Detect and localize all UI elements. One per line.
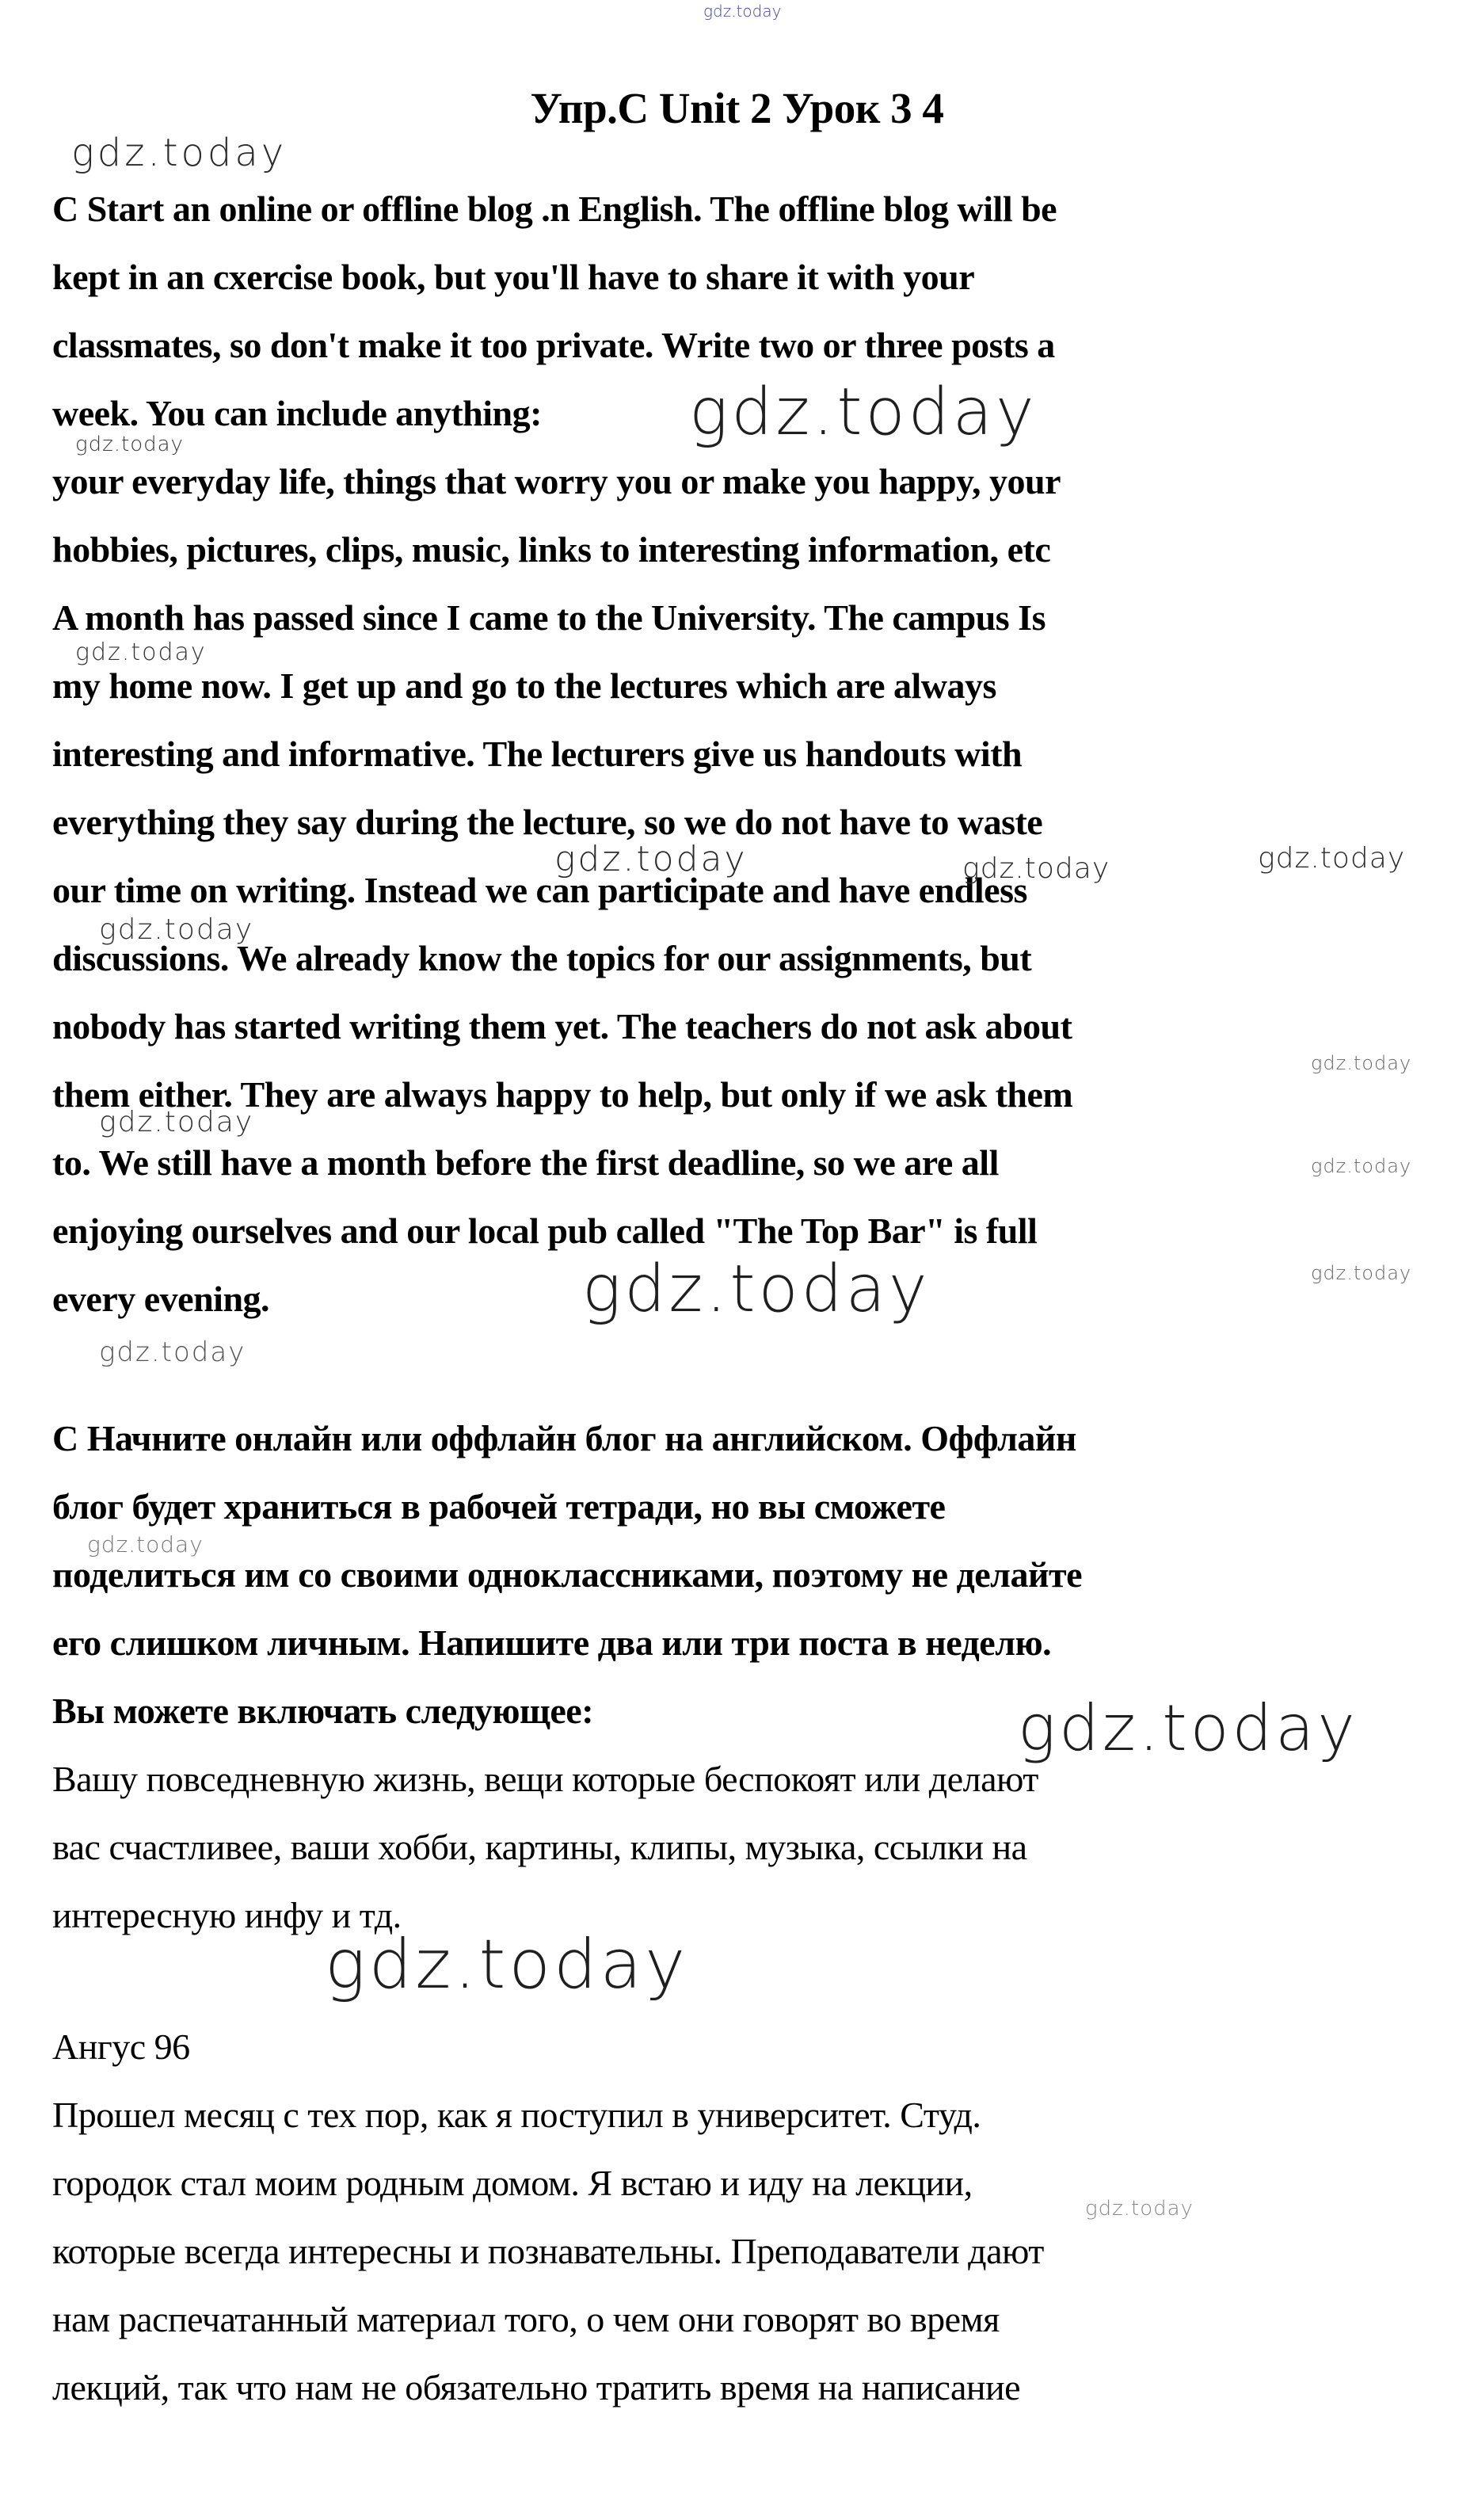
gdz-today-watermark: gdz.today <box>1085 2197 1194 2221</box>
text-line: everything they say during the lecture, so we do not have to waste <box>52 802 1043 842</box>
text-line: our time on writing. Instead we can participate and have endless <box>52 870 1027 910</box>
text-line: A month has passed since I came to the University. The campus Is <box>52 597 1046 638</box>
text-line: вас счастливее, ваши хобби, картины, клипы, музыка, ссылки на <box>52 1827 1027 1867</box>
text-line: городок стал моим родным домом. Я встаю и иду на лекции, <box>52 2163 973 2203</box>
gdz-today-watermark: gdz.today <box>99 1106 254 1138</box>
gdz-today-watermark: gdz.today <box>962 852 1110 885</box>
text-line: Вы можете включать следующее: <box>52 1691 594 1731</box>
text-line: enjoying ourselves and our local pub called "The Top Bar" is full <box>52 1210 1038 1251</box>
text-line: С Начните онлайн или оффлайн блог на английском. Оффлайн <box>52 1418 1076 1458</box>
text-line: блог будет храниться в рабочей тетради, но вы сможете <box>52 1486 946 1527</box>
gdz-today-watermark: gdz.today <box>689 375 1038 450</box>
gdz-today-watermark: gdz.today <box>1018 1691 1358 1765</box>
gdz-today-watermark: gdz.today <box>87 1531 204 1557</box>
gdz-today-watermark: gdz.today <box>1258 842 1406 875</box>
text-line: my home now. I get up and go to the lectures which are always <box>52 665 996 706</box>
page-title: Упр.C Unit 2 Урок 3 4 <box>530 84 944 132</box>
text-line: которые всегда интересны и познавательны. Преподаватели дают <box>52 2231 1044 2271</box>
text-line: nobody has started writing them yet. The teachers do not ask about <box>52 1006 1072 1047</box>
text-line: them either. They are always happy to help, but only if we ask them <box>52 1074 1073 1115</box>
text-line: kept in an cxercise book, but you'll have to share it with your <box>52 257 975 297</box>
gdz-today-watermark: gdz.today <box>75 433 184 456</box>
text-line: week. You can include anything: <box>52 393 542 433</box>
text-line: интересную инфу и тд. <box>52 1895 402 1935</box>
text-line: hobbies, pictures, clips, music, links to interesting information, etc <box>52 529 1051 570</box>
gdz-today-watermark: gdz.today <box>582 1252 931 1327</box>
gdz-today-watermark: gdz.today <box>1311 1155 1412 1177</box>
gdz-today-watermark: gdz.today <box>1311 1052 1412 1074</box>
text-line: Вашу повседневную жизнь, вещи которые беспокоят или делают <box>52 1759 1038 1799</box>
gdz-today-watermark: gdz.today <box>1311 1262 1412 1284</box>
text-line: your everyday life, things that worry you or make you happy, your <box>52 461 1061 501</box>
gdz-today-watermark: gdz.today <box>75 639 207 666</box>
gdz-today-watermark: gdz.today <box>99 1336 246 1368</box>
text-line: поделиться им со своими одноклассниками, поэтому не делайте <box>52 1554 1083 1595</box>
text-line: classmates, so don't make it too private. Write two or three posts a <box>52 325 1055 365</box>
gdz-today-watermark: gdz.today <box>99 913 254 946</box>
text-line: его слишком личным. Напишите два или три поста в неделю. <box>52 1622 1052 1663</box>
text-line: Ангус 96 <box>52 2026 190 2067</box>
text-line: C Start an online or offline blog .n English. The offline blog will be <box>52 189 1057 229</box>
gdz-today-watermark: gdz.today <box>554 839 748 879</box>
text-line: Прошел месяц с тех пор, как я поступил в университет. Студ. <box>52 2095 981 2135</box>
text-line: лекций, так что нам не обязательно тратить время на написание <box>52 2367 1021 2408</box>
text-line: discussions. We already know the topics for our assignments, but <box>52 938 1032 978</box>
text-line: to. We still have a month before the first deadline, so we are all <box>52 1142 999 1183</box>
text-line: interesting and informative. The lecturers give us handouts with <box>52 734 1023 774</box>
gdz-today-watermark: gdz.today <box>703 2 782 21</box>
text-line: нам распечатанный материал того, о чем они говорят во время <box>52 2299 1000 2339</box>
text-line: every evening. <box>52 1279 270 1319</box>
gdz-today-watermark: gdz.today <box>325 1925 689 2004</box>
gdz-today-watermark: gdz.today <box>71 131 288 175</box>
